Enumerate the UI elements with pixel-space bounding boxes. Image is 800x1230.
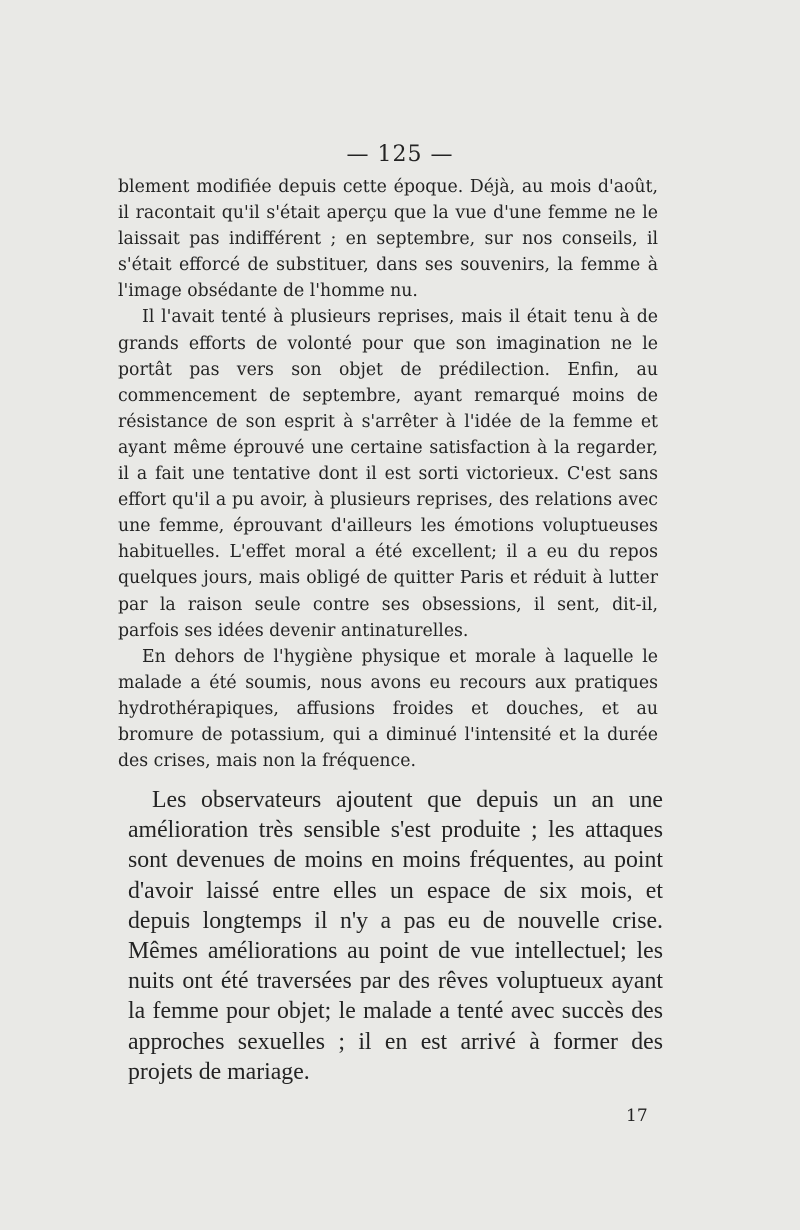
paragraph-attempts: Il l'avait tenté à plusieurs reprises, mais il était tenu à de grands efforts de volonté pour que son imagination ne le portât pas vers son objet de prédilection. Enfin, au commencement de septembre, ayant remarqué moins de résistance de son esprit à s'arrêter à l'idée de la femme et ayant même éprouvé une certaine satisfaction à la regarder, il a fait une tentative dont il est sorti victorieux. C'est sans effort qu'il a pu avoir, à plusieurs reprises, des relations avec une femme, éprouvant d'ailleurs les émotions voluptueuses habituelles. L'effet moral a été excellent; il a eu du repos quelques jours, mais obligé de quitter Paris et réduit à lutter par la raison seule contre ses obsessions, il sent, dit-il, parfois ses idées devenir antinaturelles. [118, 307, 658, 641]
observer-summary-block [128, 785, 663, 1087]
paragraph-continued: blement modifiée depuis cette époque. Déjà, au mois d'août, il racontait qu'il s'était aperçu que la vue d'une femme ne le laissait pas indifférent ; en septembre, sur nos conseils, il s'était efforcé de substituer, dans ses souvenirs, la femme à l'image obsédante de l'homme nu. [118, 177, 658, 302]
page-number: — 125 — [346, 142, 454, 167]
paragraph-improvement: Les observateurs ajoutent que depuis un an une amélioration très sensible s'est produite ; les attaques sont devenues de moins en moins fréquentes, au point d'avoir laissé entre elles un espace de six mois, et depuis longtemps il n'y a pas eu de nouvelle crise. Mêmes améliorations au point de vue intellectuel; les nuits ont été traversées par des rêves voluptueux ayant la femme pour objet; le malade a tenté avec succès des approches sexuelles ; il en est arrivé à former des projets de mariage. [128, 787, 663, 1085]
observation-text-block [118, 174, 658, 774]
paragraph-treatment: En dehors de l'hygiène physique et morale à laquelle le malade a été soumis, nous avons eu recours aux pratiques hydrothérapiques, affusions froides et douches, et au bromure de potassium, qui a diminué l'intensité et la durée des crises, mais non la fréquence. [118, 646, 658, 772]
signature-mark: 17 [626, 1106, 648, 1126]
